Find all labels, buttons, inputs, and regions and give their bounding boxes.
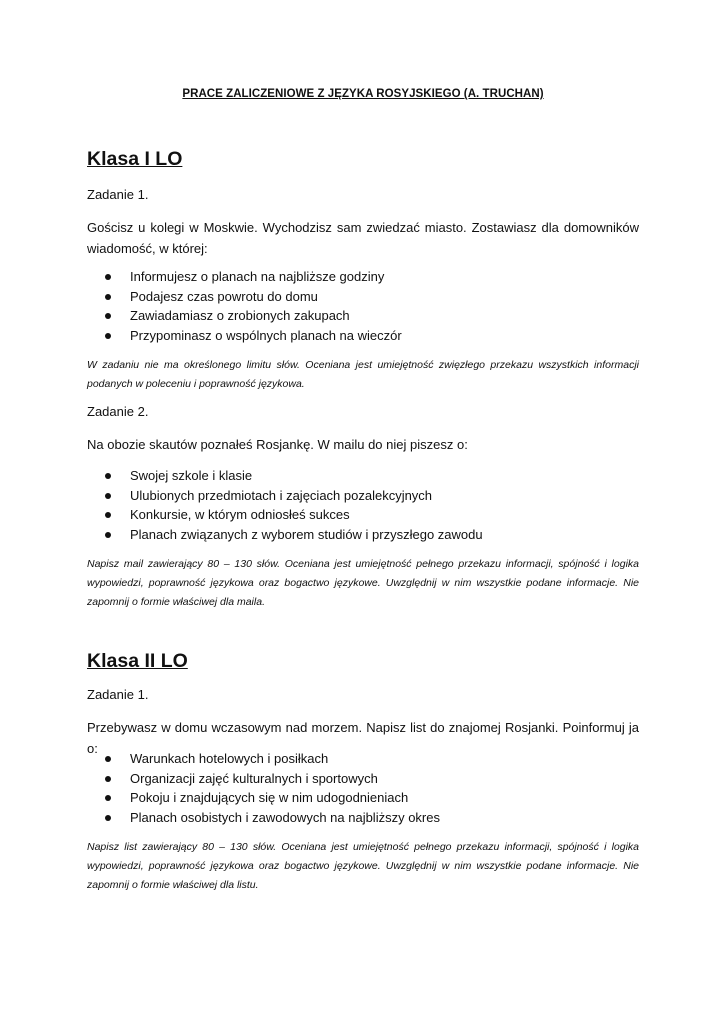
bullet-list-klasa-1-zadanie-1 [87, 267, 402, 345]
section-heading-klasa-1: Klasa I LO [87, 148, 183, 170]
list-item: Informujesz o planach na najbliższe godziny [87, 267, 402, 287]
list-item: Zawiadamiasz o zrobionych zakupach [87, 306, 402, 326]
task-intro-klasa-1-zadanie-1: Gościsz u kolegi w Moskwie. Wychodzisz sam zwiedzać miasto. Zostawiasz dla domowników wiadomość, w której: [87, 220, 639, 256]
section-heading-klasa-2: Klasa II LO [87, 650, 188, 672]
task-note-klasa-1-zadanie-2: Napisz mail zawierający 80 – 130 słów. Oceniana jest umiejętność pełnego przekazu informacji, spójność i logika wypowiedzi, poprawność językowa oraz bogactwo językowe. Uwzględnij w nim wszystkie podane informacje. Nie zapomnij o formie właściwej dla maila. [87, 558, 639, 608]
list-item: Konkursie, w którym odniosłeś sukces [87, 505, 483, 525]
list-item: Pokoju i znajdujących się w nim udogodnieniach [87, 788, 440, 808]
bullet-icon [105, 274, 111, 280]
bullet-icon [105, 313, 111, 319]
bullet-icon [105, 795, 111, 801]
task-note-klasa-1-zadanie-1: W zadaniu nie ma określonego limitu słów. Oceniana jest umiejętność zwięzłego przekazu wszystkich informacji podanych w poleceniu i poprawność językowa. [87, 359, 639, 390]
list-item: Podajesz czas powrotu do domu [87, 287, 402, 307]
list-item: Planach związanych z wyborem studiów i przyszłego zawodu [87, 525, 483, 545]
task-label-klasa-1-zadanie-2: Zadanie 2. [87, 404, 149, 419]
bullet-icon [105, 493, 111, 499]
bullet-list-klasa-2-zadanie-1 [87, 749, 440, 827]
list-item: Swojej szkole i klasie [87, 466, 483, 486]
list-item: Planach osobistych i zawodowych na najbliższy okres [87, 808, 440, 828]
bullet-icon [105, 532, 111, 538]
bullet-icon [105, 756, 111, 762]
document-title: PRACE ZALICZENIOWE Z JĘZYKA ROSYJSKIEGO (A. TRUCHAN) [182, 88, 544, 100]
task-intro-klasa-1-zadanie-2: Na obozie skautów poznałeś Rosjankę. W mailu do niej piszesz o: [87, 437, 468, 452]
list-item: Przypominasz o wspólnych planach na wieczór [87, 326, 402, 346]
list-item: Ulubionych przedmiotach i zajęciach pozalekcyjnych [87, 486, 483, 506]
bullet-icon [105, 473, 111, 479]
bullet-icon [105, 815, 111, 821]
bullet-icon [105, 512, 111, 518]
task-intro-klasa-2-zadanie-1: Przebywasz w domu wczasowym nad morzem. Napisz list do znajomej Rosjanki. Poinformuj ja o: [87, 720, 639, 756]
task-note-klasa-2-zadanie-1: Napisz list zawierający 80 – 130 słów. Oceniana jest umiejętność pełnego przekazu informacji, spójność i logika wypowiedzi, poprawność językowa oraz bogactwo językowe. Uwzględnij w nim wszystkie podane informacje. Nie zapomnij o formie właściwej dla listu. [87, 841, 639, 891]
task-label-klasa-1-zadanie-1: Zadanie 1. [87, 187, 149, 202]
bullet-list-klasa-1-zadanie-2 [87, 466, 483, 544]
bullet-icon [105, 333, 111, 339]
list-item: Warunkach hotelowych i posiłkach [87, 749, 440, 769]
bullet-icon [105, 776, 111, 782]
task-label-klasa-2-zadanie-1: Zadanie 1. [87, 687, 149, 702]
list-item: Organizacji zajęć kulturalnych i sportowych [87, 769, 440, 789]
bullet-icon [105, 294, 111, 300]
